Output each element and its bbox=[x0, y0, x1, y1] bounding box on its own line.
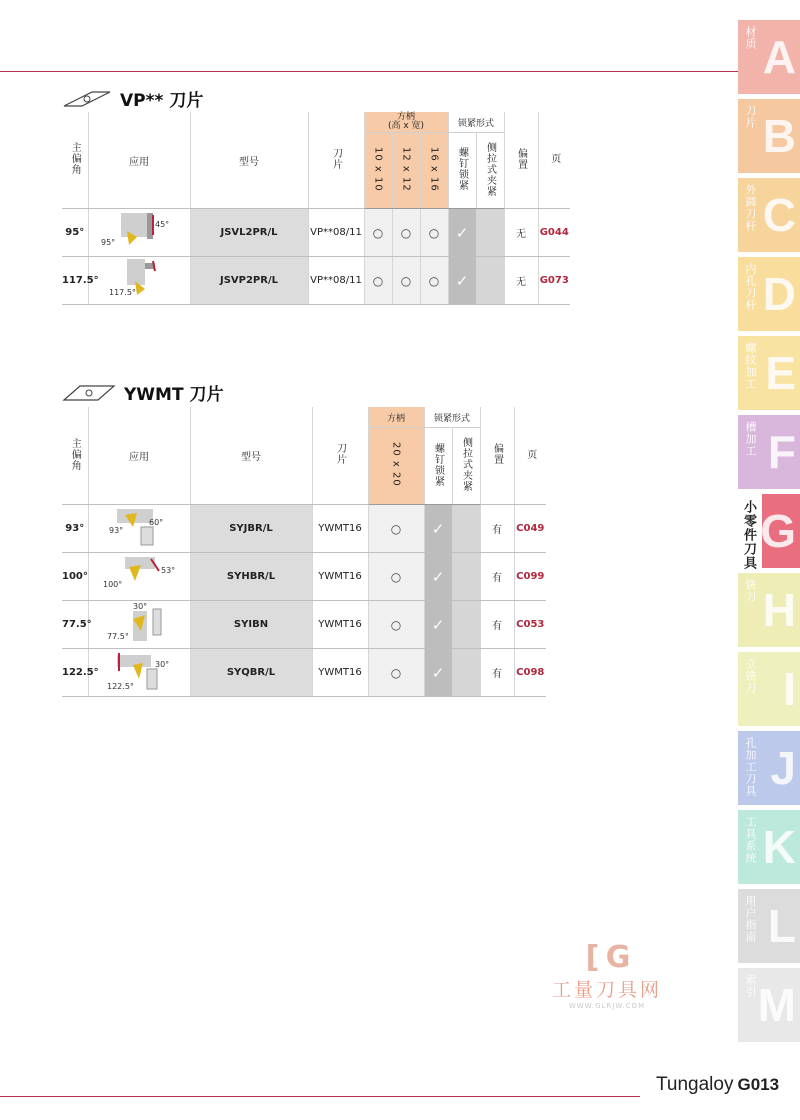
table-row bbox=[62, 257, 570, 305]
side-clamp-cell bbox=[476, 257, 504, 305]
offset-value: 有 bbox=[480, 553, 514, 601]
model-code: JSVP2PR/L bbox=[190, 257, 308, 305]
shank-avail: ○ bbox=[368, 505, 424, 553]
watermark-mark: [ G bbox=[585, 940, 629, 975]
shank-avail: ○ bbox=[392, 209, 420, 257]
col-side-clamp: 侧拉式夹紧 bbox=[476, 133, 504, 209]
table-row bbox=[62, 505, 546, 553]
col-main-angle: 主偏角 bbox=[62, 112, 88, 209]
side-clamp-cell bbox=[476, 209, 504, 257]
svg-text:100°: 100° bbox=[103, 580, 123, 589]
watermark-url: WWW.GLRJW.COM bbox=[568, 1002, 646, 1010]
svg-text:93°: 93° bbox=[109, 526, 124, 535]
ywmt-insert-icon bbox=[62, 384, 116, 402]
svg-text:117.5°: 117.5° bbox=[109, 288, 136, 297]
col-screw-clamp: 螺钉锁紧 bbox=[448, 133, 476, 209]
tab-a[interactable]: 材质 A bbox=[738, 20, 800, 94]
tab-e[interactable]: 螺纹加工 E bbox=[738, 336, 800, 410]
application-diagram bbox=[88, 505, 190, 553]
col-offset: 偏置 bbox=[480, 407, 514, 505]
section-title-vp bbox=[62, 86, 203, 111]
offset-value: 无 bbox=[504, 257, 538, 305]
model-code: SYIBN bbox=[190, 601, 312, 649]
insert-code: VP**08/11 bbox=[308, 257, 364, 305]
col-clamp-group: 锁紧形式 bbox=[448, 112, 504, 133]
toolholder-diagram bbox=[89, 649, 189, 693]
main-angle: 122.5° bbox=[62, 649, 88, 697]
col-model: 型号 bbox=[190, 112, 308, 209]
col-shank-12: 12 x 12 bbox=[392, 133, 420, 209]
shank-avail: ○ bbox=[368, 601, 424, 649]
vp-insert-icon bbox=[62, 90, 112, 108]
screw-clamp-check: ✓ bbox=[424, 553, 452, 601]
page-number: G013 bbox=[737, 1075, 780, 1094]
screw-clamp-check: ✓ bbox=[424, 601, 452, 649]
model-code: SYHBR/L bbox=[190, 553, 312, 601]
col-main-angle: 主偏角 bbox=[62, 407, 88, 505]
offset-value: 无 bbox=[504, 209, 538, 257]
col-page: 页 bbox=[514, 407, 546, 505]
shank-avail: ○ bbox=[420, 257, 448, 305]
tab-c[interactable]: 外圆刀杆 C bbox=[738, 178, 800, 252]
model-code: SYJBR/L bbox=[190, 505, 312, 553]
ywmt-spec-table bbox=[62, 407, 546, 697]
page-link[interactable]: C049 bbox=[514, 505, 546, 553]
section-title-label: YWMT 刀片 bbox=[124, 385, 224, 405]
svg-text:45°: 45° bbox=[155, 220, 170, 229]
bottom-rule bbox=[0, 1096, 640, 1097]
tab-j[interactable]: 孔加工刀具 J bbox=[738, 731, 800, 805]
toolholder-diagram bbox=[89, 505, 189, 549]
shank-avail: ○ bbox=[368, 649, 424, 697]
section-title-label: VP** 刀片 bbox=[120, 91, 204, 111]
application-diagram bbox=[88, 649, 190, 697]
screw-clamp-check: ✓ bbox=[424, 649, 452, 697]
table-row bbox=[62, 553, 546, 601]
watermark-name: 工量刀具网 bbox=[551, 979, 662, 1001]
toolholder-diagram bbox=[89, 553, 189, 597]
tab-g[interactable]: 小零件刀具 G bbox=[738, 494, 800, 568]
main-angle: 93° bbox=[62, 505, 88, 553]
table-row bbox=[62, 209, 570, 257]
col-insert: 刀片 bbox=[312, 407, 368, 505]
screw-clamp-check: ✓ bbox=[424, 505, 452, 553]
tab-i[interactable]: 立铣刀 I bbox=[738, 652, 800, 726]
col-application: 应用 bbox=[88, 407, 190, 505]
insert-code: YWMT16 bbox=[312, 601, 368, 649]
col-clamp-group: 锁紧形式 bbox=[424, 407, 480, 428]
col-insert: 刀片 bbox=[308, 112, 364, 209]
main-angle: 117.5° bbox=[62, 257, 88, 305]
table-row bbox=[62, 601, 546, 649]
shank-avail: ○ bbox=[368, 553, 424, 601]
col-model: 型号 bbox=[190, 407, 312, 505]
footer bbox=[656, 1074, 779, 1096]
screw-clamp-check: ✓ bbox=[448, 257, 476, 305]
svg-text:30°: 30° bbox=[133, 602, 148, 611]
application-diagram bbox=[88, 257, 190, 305]
side-clamp-cell bbox=[452, 601, 480, 649]
svg-text:53°: 53° bbox=[161, 566, 176, 575]
toolholder-diagram bbox=[89, 209, 189, 253]
tab-h[interactable]: 铣刀 H bbox=[738, 573, 800, 647]
tab-b[interactable]: 刀片 B bbox=[738, 99, 800, 173]
svg-text:60°: 60° bbox=[149, 518, 164, 527]
side-clamp-cell bbox=[452, 505, 480, 553]
insert-code: VP**08/11 bbox=[308, 209, 364, 257]
col-offset: 偏置 bbox=[504, 112, 538, 209]
insert-code: YWMT16 bbox=[312, 553, 368, 601]
main-angle: 77.5° bbox=[62, 601, 88, 649]
watermark-logo bbox=[532, 940, 682, 1010]
tab-m[interactable]: 索引 M bbox=[738, 968, 800, 1042]
page-link[interactable]: C099 bbox=[514, 553, 546, 601]
offset-value: 有 bbox=[480, 601, 514, 649]
shank-avail: ○ bbox=[392, 257, 420, 305]
tab-k[interactable]: 工具系统 K bbox=[738, 810, 800, 884]
col-application: 应用 bbox=[88, 112, 190, 209]
screw-clamp-check: ✓ bbox=[448, 209, 476, 257]
insert-code: YWMT16 bbox=[312, 505, 368, 553]
svg-text:77.5°: 77.5° bbox=[107, 632, 129, 641]
shank-avail: ○ bbox=[420, 209, 448, 257]
brand-name: Tungaloy bbox=[656, 1074, 734, 1095]
col-shank-20: 20 x 20 bbox=[368, 428, 424, 505]
model-code: JSVL2PR/L bbox=[190, 209, 308, 257]
col-shank-10: 10 x 10 bbox=[364, 133, 392, 209]
col-shank-group: 方柄 (高 x 宽) bbox=[364, 112, 448, 133]
offset-value: 有 bbox=[480, 505, 514, 553]
col-side-clamp: 侧拉式夹紧 bbox=[452, 428, 480, 505]
tab-l[interactable]: 用户指南 L bbox=[738, 889, 800, 963]
svg-text:122.5°: 122.5° bbox=[107, 682, 134, 691]
section-title-ywmt bbox=[62, 380, 224, 405]
main-angle: 100° bbox=[62, 553, 88, 601]
svg-text:30°: 30° bbox=[155, 660, 170, 669]
svg-text:95°: 95° bbox=[101, 238, 116, 247]
toolholder-diagram bbox=[89, 257, 189, 301]
side-clamp-cell bbox=[452, 649, 480, 697]
table-row bbox=[62, 649, 546, 697]
col-page: 页 bbox=[538, 112, 570, 209]
tab-d[interactable]: 内孔刀杆 D bbox=[738, 257, 800, 331]
main-angle: 95° bbox=[62, 209, 88, 257]
application-diagram bbox=[88, 209, 190, 257]
page-link[interactable]: C098 bbox=[514, 649, 546, 697]
col-screw-clamp: 螺钉锁紧 bbox=[424, 428, 452, 505]
page-link[interactable]: G044 bbox=[538, 209, 570, 257]
insert-code: YWMT16 bbox=[312, 649, 368, 697]
vp-spec-table bbox=[62, 112, 570, 305]
shank-avail: ○ bbox=[364, 257, 392, 305]
page-link[interactable]: G073 bbox=[538, 257, 570, 305]
side-clamp-cell bbox=[452, 553, 480, 601]
col-shank-group: 方柄 bbox=[368, 407, 424, 428]
application-diagram bbox=[88, 601, 190, 649]
application-diagram bbox=[88, 553, 190, 601]
tab-f[interactable]: 槽加工 F bbox=[738, 415, 800, 489]
shank-avail: ○ bbox=[364, 209, 392, 257]
top-rule bbox=[0, 71, 738, 72]
toolholder-diagram bbox=[89, 601, 189, 645]
model-code: SYQBR/L bbox=[190, 649, 312, 697]
offset-value: 有 bbox=[480, 649, 514, 697]
page-link[interactable]: C053 bbox=[514, 601, 546, 649]
col-shank-16: 16 x 16 bbox=[420, 133, 448, 209]
